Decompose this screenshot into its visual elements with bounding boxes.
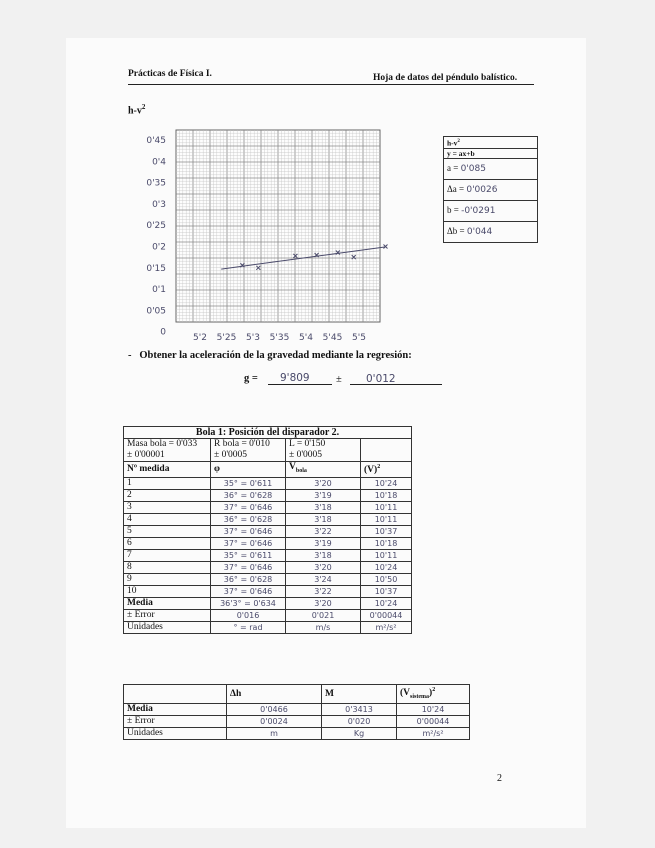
table-row: Unidades m Kg m²/s² (124, 728, 470, 740)
y-tick-label: 0'35 (146, 178, 166, 189)
data-point (384, 245, 388, 249)
x-tick-label: 5'3 (246, 333, 260, 343)
column-header-v: $V_{bola}$ (286, 462, 361, 478)
x-tick-label: 5'45 (322, 333, 343, 343)
y-tick-label: 0 (160, 327, 166, 338)
y-tick-label: 0'2 (152, 242, 166, 253)
measurement-row: 8 37° = 0'646 3'20 10'24 (124, 561, 412, 573)
l-cell: L = 0'150 (286, 439, 361, 451)
x-tick-label: 5'5 (352, 333, 366, 343)
header-rule (128, 84, 534, 85)
unidades-row: Unidades ° = rad m/s m²/s² (124, 621, 412, 633)
regression-row: b = -0'0291 (444, 200, 538, 221)
column-header-v-sistema: $(V_{sistema})^2$ (397, 685, 470, 704)
masa-bola-cell: Masa bola = 0'033 (124, 439, 211, 451)
regression-table: $h-v^2$ y = ax+b a = 0'085 Δa = 0'0026 b = -0'0291 Δb = 0'044 (443, 136, 538, 243)
data-table-sistema (123, 684, 470, 740)
measurement-row: 1 35° = 0'611 3'20 10'24 (124, 477, 412, 489)
data-table-bola-1 (123, 426, 412, 634)
r-bola-error: ± 0'0005 (211, 450, 286, 462)
y-tick-label: 0'1 (152, 285, 166, 296)
column-header-dh: Δh (227, 685, 322, 704)
regression-equation: y = ax+b (444, 148, 538, 158)
x-tick-label: 5'2 (193, 333, 207, 343)
media-row: Media 36'3° = 0'634 3'20 10'24 (124, 597, 412, 609)
y-tick-label: 0'05 (146, 306, 166, 317)
measurement-row: 9 36° = 0'628 3'24 10'50 (124, 573, 412, 585)
measurement-row: 7 35° = 0'611 3'18 10'11 (124, 549, 412, 561)
table1-title: Bola 1: Posición del disparador 2. (124, 427, 412, 439)
page-number: 2 (497, 773, 502, 784)
regression-row: Δa = 0'0026 (444, 179, 538, 200)
y-tick-label: 0'3 (152, 199, 166, 210)
g-error-line (350, 384, 442, 385)
measurement-row: 3 37° = 0'646 3'18 10'11 (124, 501, 412, 513)
l-error: ± 0'0005 (286, 450, 361, 462)
g-value: 9'809 (280, 372, 310, 384)
r-bola-cell: R bola = 0'010 (211, 439, 286, 451)
graph-title: $h-v^2$ (128, 103, 146, 117)
column-header-n: Nº medida (124, 462, 211, 478)
table-row: ± Error 0'0024 0'020 0'00044 (124, 716, 470, 728)
measurement-row: 4 36° = 0'628 3'18 10'11 (124, 513, 412, 525)
x-tick-label: 5'35 (269, 333, 290, 343)
masa-bola-error: ± 0'00001 (124, 450, 211, 462)
x-tick-label: 5'4 (299, 333, 313, 343)
regression-row: a = 0'085 (444, 158, 538, 179)
error-row: ± Error 0'016 0'021 0'00044 (124, 609, 412, 621)
g-error: 0'012 (366, 373, 396, 385)
task-instruction: - Obtener la aceleración de la gravedad mediante la regresión: (128, 350, 412, 361)
x-tick-label: 5'25 (216, 333, 237, 343)
table-row: Media 0'0466 0'3413 10'24 (124, 704, 470, 716)
measurement-row: 5 37° = 0'646 3'22 10'37 (124, 525, 412, 537)
header-sheet-title: Hoja de datos del péndulo balístico. (373, 73, 518, 83)
column-header-m: M (322, 685, 397, 704)
regression-row: Δb = 0'044 (444, 221, 538, 242)
measurement-row: 6 37° = 0'646 3'19 10'18 (124, 537, 412, 549)
y-tick-label: 0'4 (152, 157, 166, 168)
y-tick-label: 0'15 (146, 263, 166, 274)
y-tick-label: 0'45 (146, 136, 166, 146)
measurement-row: 2 36° = 0'628 3'19 10'18 (124, 489, 412, 501)
measurement-row: 10 37° = 0'646 3'22 10'37 (124, 585, 412, 597)
g-label: g = (244, 373, 258, 384)
header-course-title: Prácticas de Física I. (128, 69, 212, 79)
plus-minus-sign: ± (336, 374, 342, 385)
regression-title: h-v (447, 138, 458, 148)
column-header-v2: $(V)^2$ (361, 462, 412, 478)
column-header-phi: φ (211, 462, 286, 478)
y-tick-label: 0'25 (146, 221, 166, 232)
g-value-line (268, 384, 332, 385)
h-v2-chart (128, 126, 388, 348)
